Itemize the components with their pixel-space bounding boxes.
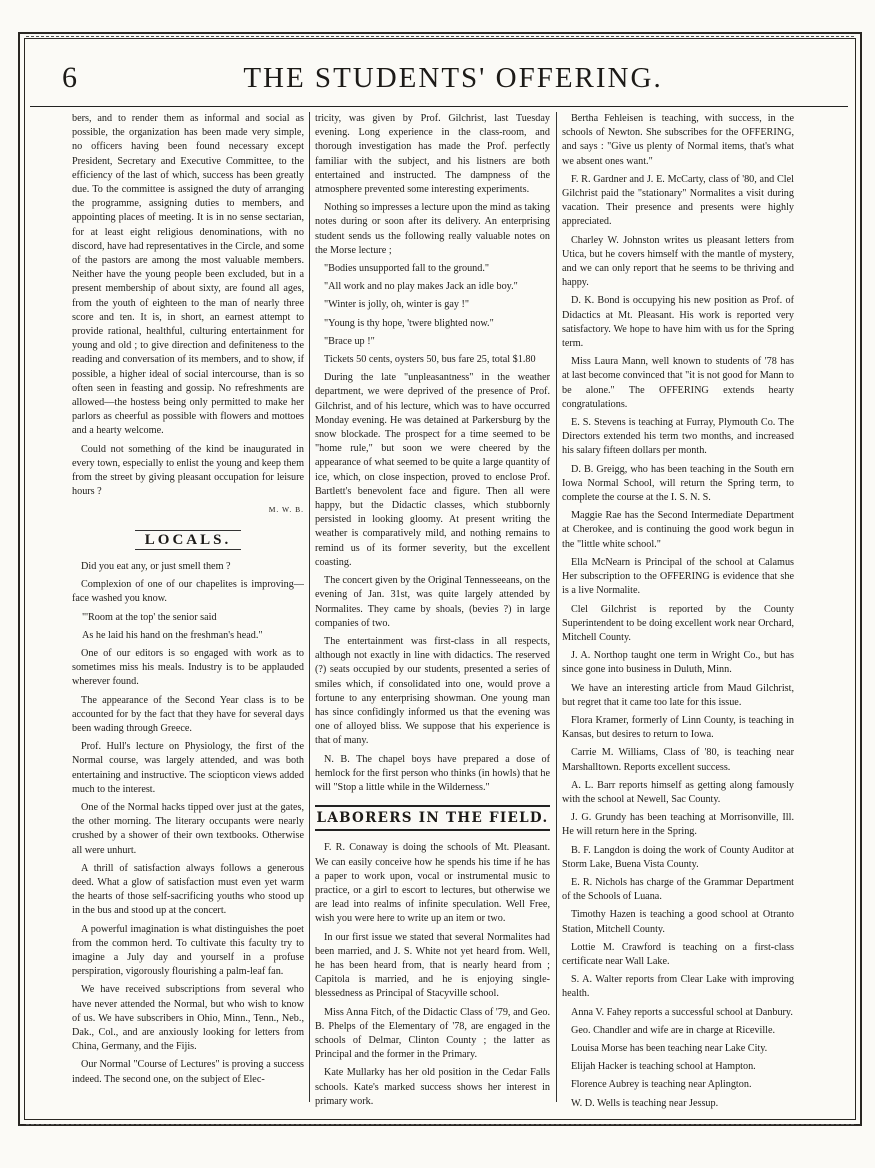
local-item: Did you eat any, or just smell them ? [81, 560, 231, 572]
paragraph: J. G. Grundy has been teaching at Morrisonville, Ill. He will return here in the Spring. [562, 812, 794, 838]
local-item: Prof. Hull's lecture on Physiology, the first of the Normal course, was largely attended, and was both entertaining and instructive. The sciopticon views added much to the interest. [72, 741, 304, 795]
paragraph: The entertainment was first-class in all respects, although not exactly in line with didactics. The reserved (?) seats occupied by our students, presented a series of smiles which, if consolidated into one, would prove a fortune to any enterprising showman. One young man has since confidingly informed us that the evening was one of alloyed bliss. We suppose that his experience is that of many. [315, 635, 550, 747]
paragraph: bers, and to render them as informal and social as possible, the organization has been made very simple, no officers having been found necessary except President, Secretary and Executive Committee, to the efficiency of the last of which, success has been greatly due. To the committee is assigned the duty of arranging the programme, assigning duties to members, and appointing places of meeting. It is in no sense sectarian, for at least eight religious denominations, with no discord, have had representatives in the Circle, and some of the pastors are among the most valuable members. Neither have the young people been excluded, but in a present membership of about sixty, are found all ages, from the youth of eighteen to the man of nearly three score and ten. It is, in short, an earnest attempt to provide rational, healthful, culturing entertainment for young and old ; to give direction and definiteness to the reading and conversation of its members, and to show, if possible, a higher ideal of social intercourse, than is so often seen in feasting and gossip. No refreshments are allowed—the hostess being only permitted to make her parlors as cheerful as possible with flowers and mottoes and a hearty welcome. [72, 113, 304, 437]
paragraph: Miss Anna Fitch, of the Didactic Class of '79, and Geo. B. Phelps of the Elementary of '78, are engaged in the schools of Delmar, Clinton County ; the latter as Principal and the former in the Primary. [315, 1006, 550, 1061]
paragraph: Florence Aubrey is teaching near Aplington. [571, 1079, 752, 1091]
paragraph: B. F. Langdon is doing the work of County Auditor at Storm Lake, Buena Vista County. [562, 844, 794, 870]
local-item: One of our editors is so engaged with work as to sometimes miss his meals. Industry is to be applauded wherever found. [72, 647, 304, 688]
paragraph: A. L. Barr reports himself as getting along famously with the school at Newell, Sac County. [562, 779, 794, 805]
paragraph: Carrie M. Williams, Class of '80, is teaching near Marshalltown. Reports excellent success. [562, 747, 794, 773]
paragraph: Elijah Hacker is teaching school at Hampton. [571, 1061, 756, 1073]
quote-line: "Young is thy hope, 'twere blighted now." [324, 317, 494, 329]
paragraph: Could not something of the kind be inaugurated in every town, especially to enlist the young and keep them from the street by giving pleasant occupation for leisure hours ? [72, 443, 304, 498]
paragraph: In our first issue we stated that several Normalites had been married, and J. S. White not yet heard from. Well, he has been heard from, that is nearly heard from ; Capitola is married, and he is enjoying single-blessedness as Principal of Stacyville school. [315, 931, 550, 1000]
local-item: We have received subscriptions from several who have never attended the Normal, but who wish to know of us. We have subscribers in Ohio, Minn., Tenn., Neb., Dak., Col., and are anxiously looking for letters from China, Germany, and the Fijis. [72, 984, 304, 1053]
paragraph: Maggie Rae has the Second Intermediate Department at Cherokee, and is continuing the good work begun in the "little white school." [562, 510, 794, 550]
local-item: The appearance of the Second Year class is to be accounted for by the fact that they have for several days been wading through Greece. [72, 694, 304, 734]
paragraph: D. B. Greigg, who has been teaching in the South ern Iowa Normal School, will return the Spring term, to complete the course at the I. S. N. S. [562, 463, 794, 504]
local-item: Our Normal "Course of Lectures" is proving a success indeed. The second one, on the subject of Elec- [72, 1059, 304, 1085]
paragraph: S. A. Walter reports from Clear Lake with improving health. [562, 974, 794, 1000]
local-item: A thrill of satisfaction always follows a generous deed. What a glow of satisfaction must even yet warm the hearts of those self-sacrificing youths who stood up in the bus and stood up at the concert. [72, 862, 304, 917]
paragraph: F. R. Gardner and J. E. McCarty, class of '80, and Clel Gilchrist paid the "stationary" Normalites a visit during vacation. Their presence and presents were highly appreciated. [562, 173, 794, 228]
paragraph: E. R. Nichols has charge of the Grammar Department of the Schools of Luana. [562, 876, 794, 903]
paragraph: Anna V. Fahey reports a successful school at Danbury. [571, 1006, 793, 1018]
paragraph: Geo. Chandler and wife are in charge at Riceville. [571, 1024, 776, 1036]
quote-line: "All work and no play makes Jack an idle boy." [324, 281, 518, 293]
paragraph: D. K. Bond is occupying his new position as Prof. of Didactics at Mt. Pleasant. His work is reported very satisfactory. We hope to have him with us for the Spring term. [562, 295, 794, 350]
border-ornament-top [26, 36, 854, 37]
header-rule [30, 106, 848, 107]
paragraph: We have an interesting article from Maud Gilchrist, but regret that it came too late for this issue. [562, 682, 794, 708]
column-divider [309, 112, 310, 1102]
local-item: A powerful imagination is what distinguishes the poet from the common herd. To cultivate this faculty try to imagine a July day and yourself in a profuse perspiration, vigorously flourishing a palm-leaf fan. [72, 923, 304, 978]
paragraph: Ella McNearn is Principal of the school at Calamus Her subscription to the OFFERING is evidence that she is a live Normalite. [562, 556, 794, 597]
column-3 [562, 112, 794, 1109]
paragraph: Charley W. Johnston writes us pleasant letters from Utica, but he covers himself with the mantle of mystery, and we can only report that he seems to be thriving and happy. [562, 234, 794, 289]
paragraph: Lottie M. Crawford is teaching on a first-class certificate near Wall Lake. [562, 941, 794, 967]
paragraph: Clel Gilchrist is reported by the County Superintendent to be doing excellent work near Orchard, Mitchell County. [562, 603, 794, 643]
paragraph: F. R. Conaway is doing the schools of Mt. Pleasant. We can easily conceive how he spends his time if he has a paper to work upon, vocal or instrumental music to practice, or a girl to escort to lectures, but otherwise we are lead into realms of infinite speculation. Well Free, wish you were here to write up an item or two. [315, 842, 550, 925]
local-item: Complexion of one of our chapelites is improving—face washed you know. [72, 579, 304, 605]
paragraph: Tickets 50 cents, oysters 50, bus fare 25, total $1.80 [324, 354, 536, 366]
masthead-title: THE STUDENTS' OFFERING. [243, 62, 663, 94]
paragraph: N. B. The chapel boys have prepared a dose of hemlock for the first person who thinks (in howls) that he will "Stop a little while in the Wilderness." [315, 753, 550, 793]
page-number: 6 [62, 61, 77, 94]
paragraph: Bertha Fehleisen is teaching, with success, in the schools of Newton. She subscribes for the OFFERING, and says : "Give us plenty of Normal items, that's what we absent ones want." [562, 113, 794, 167]
border-ornament-bottom [26, 1124, 854, 1125]
column-1 [72, 112, 304, 1102]
paragraph: tricity, was given by Prof. Gilchrist, last Tuesday evening. Long experience in the class-room, and thorough investigation has made the Prof. perfectly familiar with the subject, and his listners are both entertained and instructed. The dampness of the atmosphere prevented some interesting experiments. [315, 113, 550, 196]
paragraph: The concert given by the Original Tennesseeans, on the evening of Jan. 31st, was quite largely attended by Normalites. They came by shoals, (bevies ?) in large companies of two. [315, 575, 550, 629]
locals-heading-block [72, 530, 304, 550]
paragraph: Louisa Morse has been teaching near Lake City. [571, 1042, 768, 1054]
paragraph: Miss Laura Mann, well known to students of '78 has at last become convinced that "it is not good for Mann to be alone." The OFFERING extends hearty congratulations. [562, 356, 794, 410]
quote-line: "Brace up !" [324, 335, 375, 347]
paragraph: J. A. Northop taught one term in Wright Co., but has since gone into business in Duluth, Minn. [562, 650, 794, 676]
quote-line: "Bodies unsupported fall to the ground." [324, 263, 490, 275]
paragraph: Nothing so impresses a lecture upon the mind as taking notes during or soon after its delivery. An enterprising student sends us the following really valuable notes on the Morse lecture ; [315, 202, 550, 256]
author-signature: M. W. B. [268, 505, 304, 515]
section-heading-laborers: LABORERS IN THE FIELD. [315, 805, 550, 831]
paragraph: E. S. Stevens is teaching at Furray, Plymouth Co. The Directors extended his term two months, and increased his salary fifteen dollars per month. [562, 417, 794, 457]
paragraph: During the late "unpleasantness" in the weather department, we were deprived of the presence of Prof. Gilchrist, and of his lecture, which was to have occurred Monday evening. He was detained at Parkersburg by the snow blockade. The prospect for a time seemed to be "home rule," but soon we were cheered by the appearance of what seemed to be quite a large quantity of ice, which, on close inspection, proved to enclose Prof. Bartlett's benevolent face and figure. Then all were happy, but the Didactic classes, which stubbornly persisted in looking gloomy. At present writing the weather is comparatively mild, and nothing remains to remind us of its former severity, but the excellent coasting. [315, 372, 550, 568]
page-header [30, 58, 848, 108]
section-heading-locals: LOCALS. [135, 530, 241, 550]
verse-line: "'Room at the top' the senior said [82, 611, 217, 623]
column-2 [315, 112, 550, 1107]
quote-line: "Winter is jolly, oh, winter is gay !" [324, 299, 470, 311]
verse-line: As he laid his hand on the freshman's head." [82, 629, 263, 641]
paragraph: Timothy Hazen is teaching a good school at Otranto Station, Mitchell County. [562, 909, 794, 935]
paragraph: Flora Kramer, formerly of Linn County, is teaching in Kansas, but desires to return to Iowa. [562, 714, 794, 741]
local-item: One of the Normal hacks tipped over just at the gates, the other morning. The literary occupants were nearly crushed by a shower of their own textbooks. Otherwise all were unhurt. [72, 801, 304, 856]
article-columns [72, 112, 792, 1112]
column-divider [556, 112, 557, 1102]
paragraph: Kate Mullarky has her old position in the Cedar Falls schools. Kate's marked success shows her interest in primary work. [315, 1067, 550, 1107]
paragraph: W. D. Wells is teaching near Jessup. [571, 1097, 719, 1109]
